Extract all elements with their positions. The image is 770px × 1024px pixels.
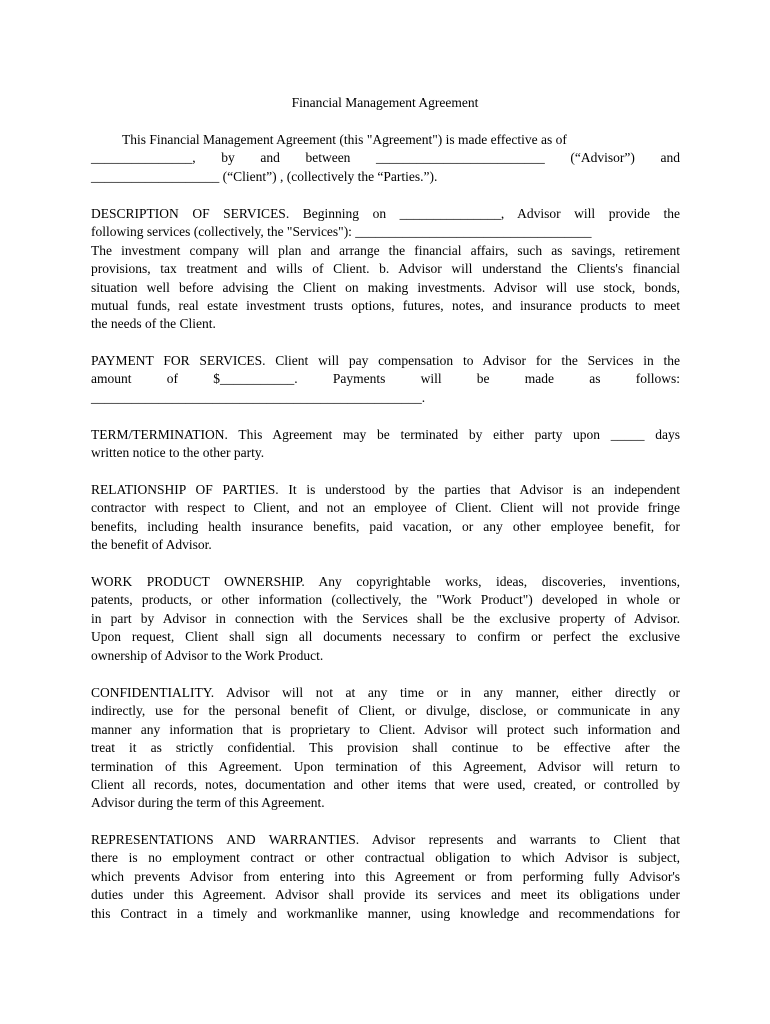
section-line: Upon request, Client shall sign all documents necessary to confirm or perfect the exclusive xyxy=(91,629,680,645)
section-line: CONFIDENTIALITY. Advisor will not at any time or in any manner, either directly or xyxy=(91,685,680,700)
section-line: treat it as strictly confidential. This provision shall continue to be effective after the xyxy=(91,740,680,756)
section-relationship-of-parties xyxy=(91,481,680,555)
section-line: REPRESENTATIONS AND WARRANTIES. Advisor represents and warrants to Client that xyxy=(91,832,680,847)
section-line: RELATIONSHIP OF PARTIES. It is understood by the parties that Advisor is an independent xyxy=(91,482,680,497)
section-line: indirectly, use for the personal benefit of Client, or divulge, disclose, or communicate in any xyxy=(91,703,680,719)
section-work-product-ownership xyxy=(91,573,680,665)
section-payment-for-services xyxy=(91,352,680,407)
intro-paragraph xyxy=(91,131,680,186)
section-line: the needs of the Client. xyxy=(91,316,216,332)
section-line: there is no employment contract or other contractual obligation to which Advisor is subject, xyxy=(91,850,680,866)
section-line: amount of $___________. Payments will be made as follows: xyxy=(91,371,680,387)
intro-line: ___________________ (“Client”) , (collectively the “Parties.”). xyxy=(91,168,438,184)
section-line: contractor with respect to Client, and not an employee of Client. Client will not provide fringe xyxy=(91,500,680,516)
section-line: provisions, tax treatment and wills of Client. b. Advisor will understand the Clients's financial xyxy=(91,261,680,277)
intro-line: _______________, by and between _________________________ (“Advisor”) and xyxy=(91,150,680,166)
section-line: the benefit of Advisor. xyxy=(91,537,212,553)
section-line: Advisor during the term of this Agreement. xyxy=(91,795,325,811)
section-line: written notice to the other party. xyxy=(91,445,265,461)
section-line: patents, products, or other information (collectively, the "Work Product") developed in whole or xyxy=(91,592,680,608)
section-line: _________________________________________________. xyxy=(91,389,426,405)
section-line: ownership of Advisor to the Work Product. xyxy=(91,647,324,663)
page-title: Financial Management Agreement xyxy=(291,95,479,110)
section-line: duties under this Agreement. Advisor shall provide its services and meet its obligations under xyxy=(91,887,680,903)
section-line: this Contract in a timely and workmanlike manner, using knowledge and recommendations for xyxy=(91,905,680,921)
section-line: termination of this Agreement. Upon termination of this Agreement, Advisor will return to xyxy=(91,758,680,774)
section-term-termination xyxy=(91,426,680,463)
section-line: in part by Advisor in connection with the Services shall be the exclusive property of Advisor. xyxy=(91,610,680,626)
section-line: TERM/TERMINATION. This Agreement may be terminated by either party upon _____ days xyxy=(91,427,680,442)
section-line: which prevents Advisor from entering into this Agreement or from performing fully Advisor's xyxy=(91,868,680,884)
section-line: DESCRIPTION OF SERVICES. Beginning on _______________, Advisor will provide the xyxy=(91,206,680,221)
section-description-of-services xyxy=(91,205,680,334)
section-line: manner any information that is proprietary to Client. Advisor will protect such information and xyxy=(91,721,680,737)
section-representations-and-warranties xyxy=(91,831,680,923)
intro-line: This Financial Management Agreement (this "Agreement") is made effective as of xyxy=(122,132,567,147)
section-line: following services (collectively, the "Services"): ___________________________________ xyxy=(91,224,592,240)
section-line: WORK PRODUCT OWNERSHIP. Any copyrightable works, ideas, discoveries, inventions, xyxy=(91,574,680,589)
section-line: benefits, including health insurance benefits, paid vacation, or any other employee benefit, for xyxy=(91,518,680,534)
section-line: Client all records, notes, documentation and other items that were used, created, or controlled by xyxy=(91,777,680,793)
section-line: PAYMENT FOR SERVICES. Client will pay compensation to Advisor for the Services in the xyxy=(91,353,680,368)
section-line: mutual funds, real estate investment trusts options, futures, notes, and insurance products to meet xyxy=(91,298,680,314)
section-line: situation well before advising the Client on making investments. Advisor will use stock, bonds, xyxy=(91,279,680,295)
section-line: The investment company will plan and arrange the financial affairs, such as savings, retirement xyxy=(91,242,680,258)
section-confidentiality xyxy=(91,684,680,813)
